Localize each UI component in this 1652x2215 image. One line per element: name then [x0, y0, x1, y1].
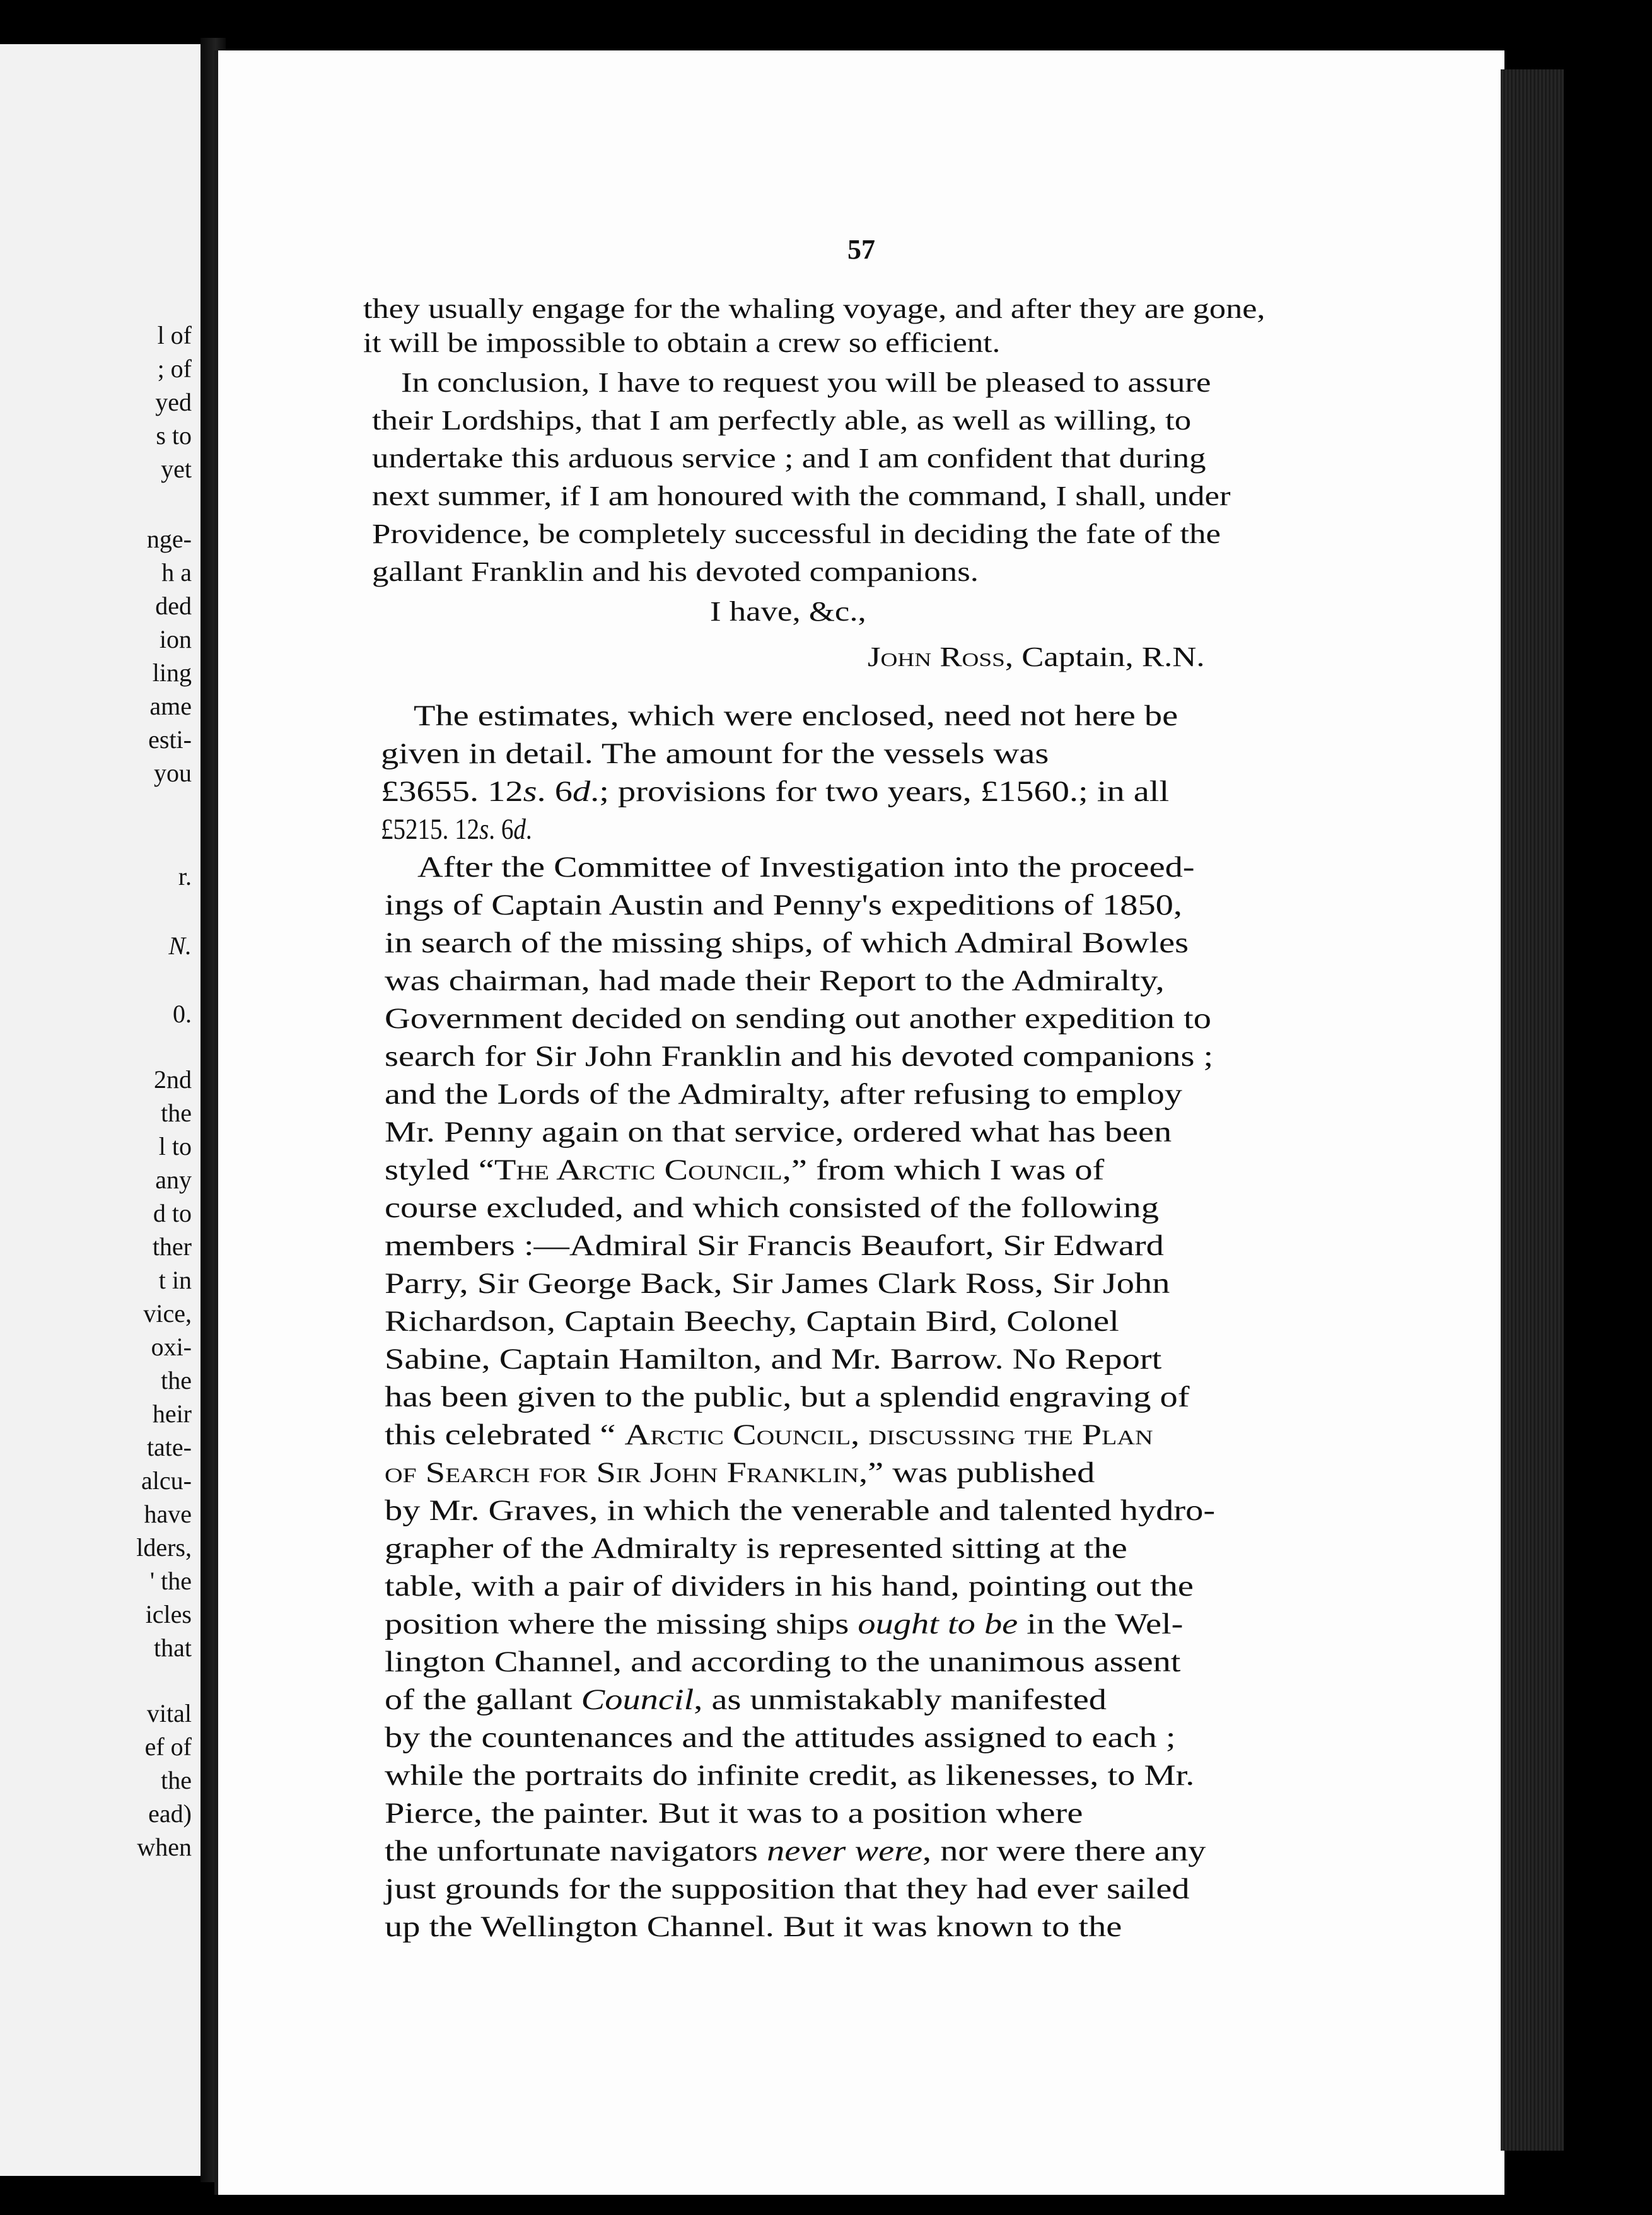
previous-page-fragment: ; of	[157, 354, 192, 383]
unit-shillings: s	[479, 813, 489, 846]
text-line: Sabine, Captain Hamilton, and Mr. Barrow. No Report	[385, 1343, 1162, 1376]
signature-name: John Ross	[868, 641, 1005, 672]
inline-text: this celebrated “	[385, 1418, 625, 1451]
previous-page-fragment: l of	[157, 321, 192, 349]
inline-text: ,” from which I was of	[782, 1154, 1105, 1186]
previous-page-fragment: have	[144, 1500, 192, 1528]
amount-pence: . 6	[537, 775, 573, 808]
engraving-title: Arctic Council, discussing the Plan	[624, 1418, 1153, 1451]
previous-page-fragment: heir	[152, 1400, 192, 1428]
emphasis: never were	[767, 1835, 923, 1867]
text-line	[385, 1610, 1183, 1639]
text-line	[385, 1685, 1107, 1715]
previous-page-fragment: alcu-	[141, 1466, 192, 1495]
text-line	[381, 777, 1169, 807]
previous-page-fragment: ling	[152, 658, 192, 687]
previous-page-fragment: ion	[159, 625, 192, 653]
previous-page-fragment: vital	[146, 1699, 192, 1727]
previous-page-fragment: h a	[161, 558, 192, 587]
previous-page-fragment: s to	[156, 421, 192, 450]
previous-page-fragment: when	[137, 1833, 192, 1861]
previous-page-fragment: ' the	[149, 1567, 192, 1595]
text-line	[385, 1458, 1095, 1488]
emphasis: ought to be	[858, 1608, 1018, 1640]
book-page	[214, 50, 1504, 2195]
inline-text: ,” was published	[859, 1456, 1095, 1489]
previous-page-edge	[0, 44, 209, 2176]
text-line: and the Lords of the Admiralty, after refusing to employ	[385, 1078, 1183, 1111]
text-line: ings of Captain Austin and Penny's expeditions of 1850,	[385, 889, 1182, 921]
previous-page-fragment: tate-	[146, 1433, 192, 1461]
text-line: while the portraits do infinite credit, as likenesses, to Mr.	[385, 1759, 1195, 1792]
previous-page-fragment: that	[154, 1633, 192, 1662]
unit-pence: d	[572, 775, 591, 808]
text-line: next summer, if I am honoured with the command, I shall, under	[372, 481, 1231, 511]
text-line: Government decided on sending out another expedition to	[385, 1002, 1211, 1035]
inline-text: of the gallant	[385, 1683, 581, 1716]
text-line: Pierce, the painter. But it was to a position where	[385, 1797, 1083, 1830]
letter-closing: I have, &c.,	[710, 596, 866, 627]
text-line: search for Sir John Franklin and his devoted companions ;	[385, 1040, 1214, 1073]
inline-text: styled “	[385, 1154, 494, 1186]
previous-page-fragment: nge-	[146, 525, 192, 553]
previous-page-fragment: ded	[155, 592, 192, 620]
text-line: was chairman, had made their Report to the Admiralty,	[385, 964, 1165, 997]
text-line	[385, 1155, 1104, 1185]
previous-page-fragment: 0.	[173, 1000, 192, 1028]
text-line: by the countenances and the attitudes assigned to each ;	[385, 1721, 1176, 1754]
signature	[868, 643, 1205, 671]
text-line: course excluded, and which consisted of the following	[385, 1191, 1159, 1224]
text-line: undertake this arduous service ; and I am confident that during	[372, 443, 1206, 474]
text-line: by Mr. Graves, in which the venerable and talented hydro-	[385, 1494, 1216, 1527]
previous-page-fragment: ame	[149, 692, 192, 720]
inline-text: , nor were there any	[922, 1835, 1206, 1867]
text-line: has been given to the public, but a splendid engraving of	[385, 1381, 1190, 1413]
inline-text: position where the missing ships	[385, 1608, 858, 1640]
amount-pence: . 6	[489, 813, 514, 846]
previous-page-fragment: oxi-	[151, 1333, 192, 1361]
text-line: table, with a pair of dividers in his hand, pointing out the	[385, 1570, 1194, 1603]
period: .	[525, 813, 532, 846]
text-line	[385, 1420, 1153, 1450]
previous-page-fragment: vice,	[143, 1299, 192, 1328]
arctic-council-title: The Arctic Council	[494, 1154, 782, 1186]
text-line	[381, 815, 532, 845]
book-fore-edge	[1501, 69, 1564, 2151]
text-line: their Lordships, that I am perfectly able, as well as willing, to	[372, 405, 1192, 436]
previous-page-fragment: the	[161, 1099, 192, 1127]
text-line: it will be impossible to obtain a crew so efficient.	[363, 327, 1001, 358]
text-line: The estimates, which were enclosed, need not here be	[414, 699, 1178, 732]
inline-text: in the Wel-	[1018, 1608, 1184, 1640]
amount-vessels: £3655. 12	[381, 775, 523, 808]
text-line: In conclusion, I have to request you will be pleased to assure	[401, 367, 1211, 398]
text-line: lington Channel, and according to the unanimous assent	[385, 1645, 1181, 1678]
page-number: 57	[847, 234, 875, 265]
unit-shillings: s	[523, 775, 537, 808]
previous-page-fragment: d to	[153, 1199, 192, 1227]
previous-page-fragment: ther	[152, 1232, 192, 1261]
emphasis: Council	[581, 1683, 694, 1716]
text-line: members :—Admiral Sir Francis Beaufort, Sir Edward	[385, 1229, 1164, 1262]
text-line: gallant Franklin and his devoted companions.	[372, 556, 979, 587]
previous-page-fragment: N.	[168, 932, 192, 960]
previous-page-fragment: ef of	[144, 1733, 192, 1761]
text-line: After the Committee of Investigation into the proceed-	[417, 851, 1195, 884]
text-line: just grounds for the supposition that they had ever sailed	[385, 1873, 1190, 1905]
previous-page-fragment: esti-	[148, 725, 192, 754]
previous-page-fragment: any	[155, 1166, 192, 1194]
previous-page-fragment: lders,	[136, 1533, 192, 1562]
previous-page-fragment: t in	[158, 1266, 192, 1294]
text-line: Richardson, Captain Beechy, Captain Bird, Colonel	[385, 1305, 1119, 1338]
text-line: Parry, Sir George Back, Sir James Clark Ross, Sir John	[385, 1267, 1170, 1300]
text-line: in search of the missing ships, of which Admiral Bowles	[385, 926, 1189, 959]
inline-text: , as unmistakably manifested	[694, 1683, 1107, 1716]
text-line: Providence, be completely successful in deciding the fate of the	[372, 518, 1221, 549]
text-line: Mr. Penny again on that service, ordered what has been	[385, 1116, 1172, 1148]
provisions-text: .; provisions for two years, £1560.; in all	[590, 775, 1170, 808]
amount-total: £5215. 12	[381, 813, 480, 846]
previous-page-fragment: yed	[155, 388, 192, 416]
inline-text: the unfortunate navigators	[385, 1835, 767, 1867]
text-line: up the Wellington Channel. But it was known to the	[385, 1910, 1122, 1943]
previous-page-fragment: you	[154, 759, 192, 787]
unit-pence: d	[513, 813, 526, 846]
previous-page-fragment: r.	[178, 862, 192, 891]
previous-page-fragment: the	[161, 1766, 192, 1794]
previous-page-fragment: icles	[145, 1600, 192, 1628]
signature-rank: , Captain, R.N.	[1004, 641, 1205, 672]
text-line: they usually engage for the whaling voyage, and after they are gone,	[363, 293, 1265, 324]
text-line: given in detail. The amount for the vessels was	[381, 737, 1049, 770]
text-line: grapher of the Admiralty is represented sitting at the	[385, 1532, 1127, 1565]
previous-page-fragment: yet	[161, 455, 192, 483]
previous-page-fragment: l to	[158, 1132, 192, 1160]
engraving-title: of Search for Sir John Franklin	[385, 1456, 859, 1489]
text-line	[385, 1837, 1206, 1866]
previous-page-fragment: the	[161, 1366, 192, 1394]
previous-page-fragment: 2nd	[154, 1065, 192, 1094]
previous-page-fragment: ead)	[148, 1799, 192, 1828]
